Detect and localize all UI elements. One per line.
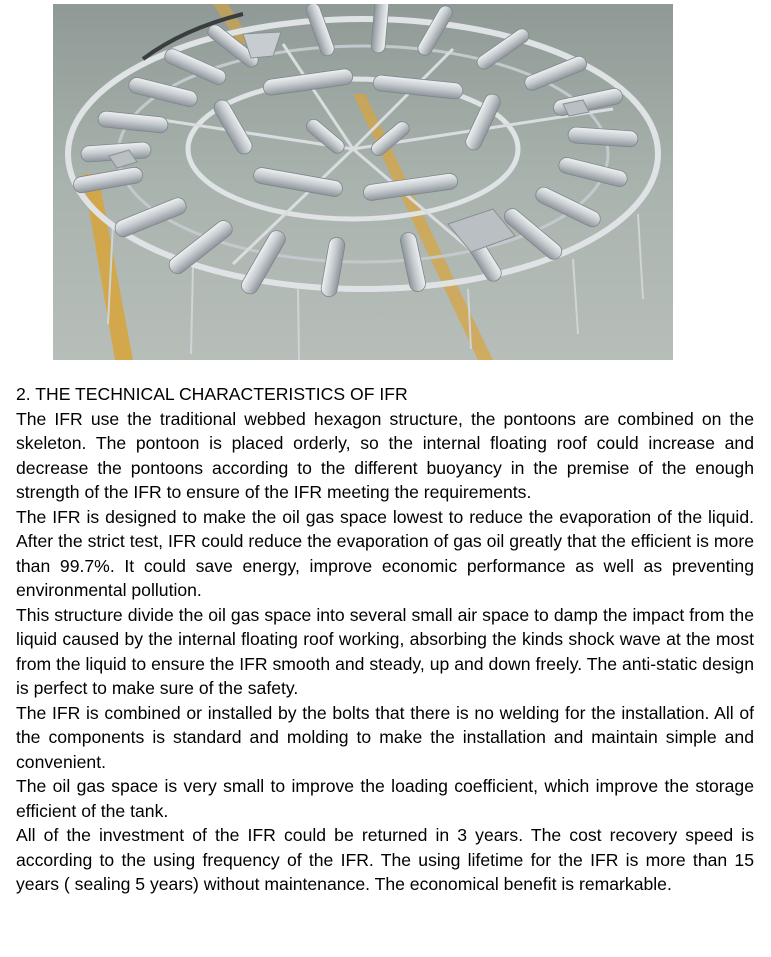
- paragraph-evaporation: The IFR is designed to make the oil gas space lowest to reduce the evaporation of the liquid. After the strict test, IFR could reduce the evaporation of gas oil greatly that the efficient is more than 99.7%. It could save energy, improve economic performance as well as preventing environmental pollution.: [16, 506, 754, 600]
- paragraph-air-space: This structure divide the oil gas space into several small air space to damp the impact from the liquid caused by the internal floating roof working, absorbing the kinds shock wave at the most from the liquid to ensure the IFR smooth and steady, up and down freely. The anti-static design is perfect to make sure of the safety.: [16, 604, 754, 698]
- ifr-photo: [53, 4, 673, 360]
- paragraph-installation: The IFR is combined or installed by the bolts that there is no welding for the installation. All of the components is standard and molding to make the installation and maintain simple and convenient.: [16, 702, 754, 772]
- technical-characteristics-section: [16, 382, 754, 897]
- paragraph-investment: All of the investment of the IFR could be returned in 3 years. The cost recovery speed is according to the using frequency of the IFR. The using lifetime for the IFR is more than 15 years ( sealing 5 years) without maintenance. The economical benefit is remarkable.: [16, 825, 754, 894]
- paragraph-loading: The oil gas space is very small to improve the loading coefficient, which improve the storage efficient of the tank.: [16, 776, 754, 821]
- paragraph-structure: The IFR use the traditional webbed hexagon structure, the pontoons are combined on the skeleton. The pontoon is placed orderly, so the internal floating roof could increase and decrease the pontoons according to the different buoyancy in the premise of the enough strength of the IFR to ensure of the IFR meeting the requirements.: [16, 408, 754, 502]
- internal-floating-roof-image: [53, 4, 673, 360]
- section-heading: 2. THE TECHNICAL CHARACTERISTICS OF IFR: [16, 384, 408, 404]
